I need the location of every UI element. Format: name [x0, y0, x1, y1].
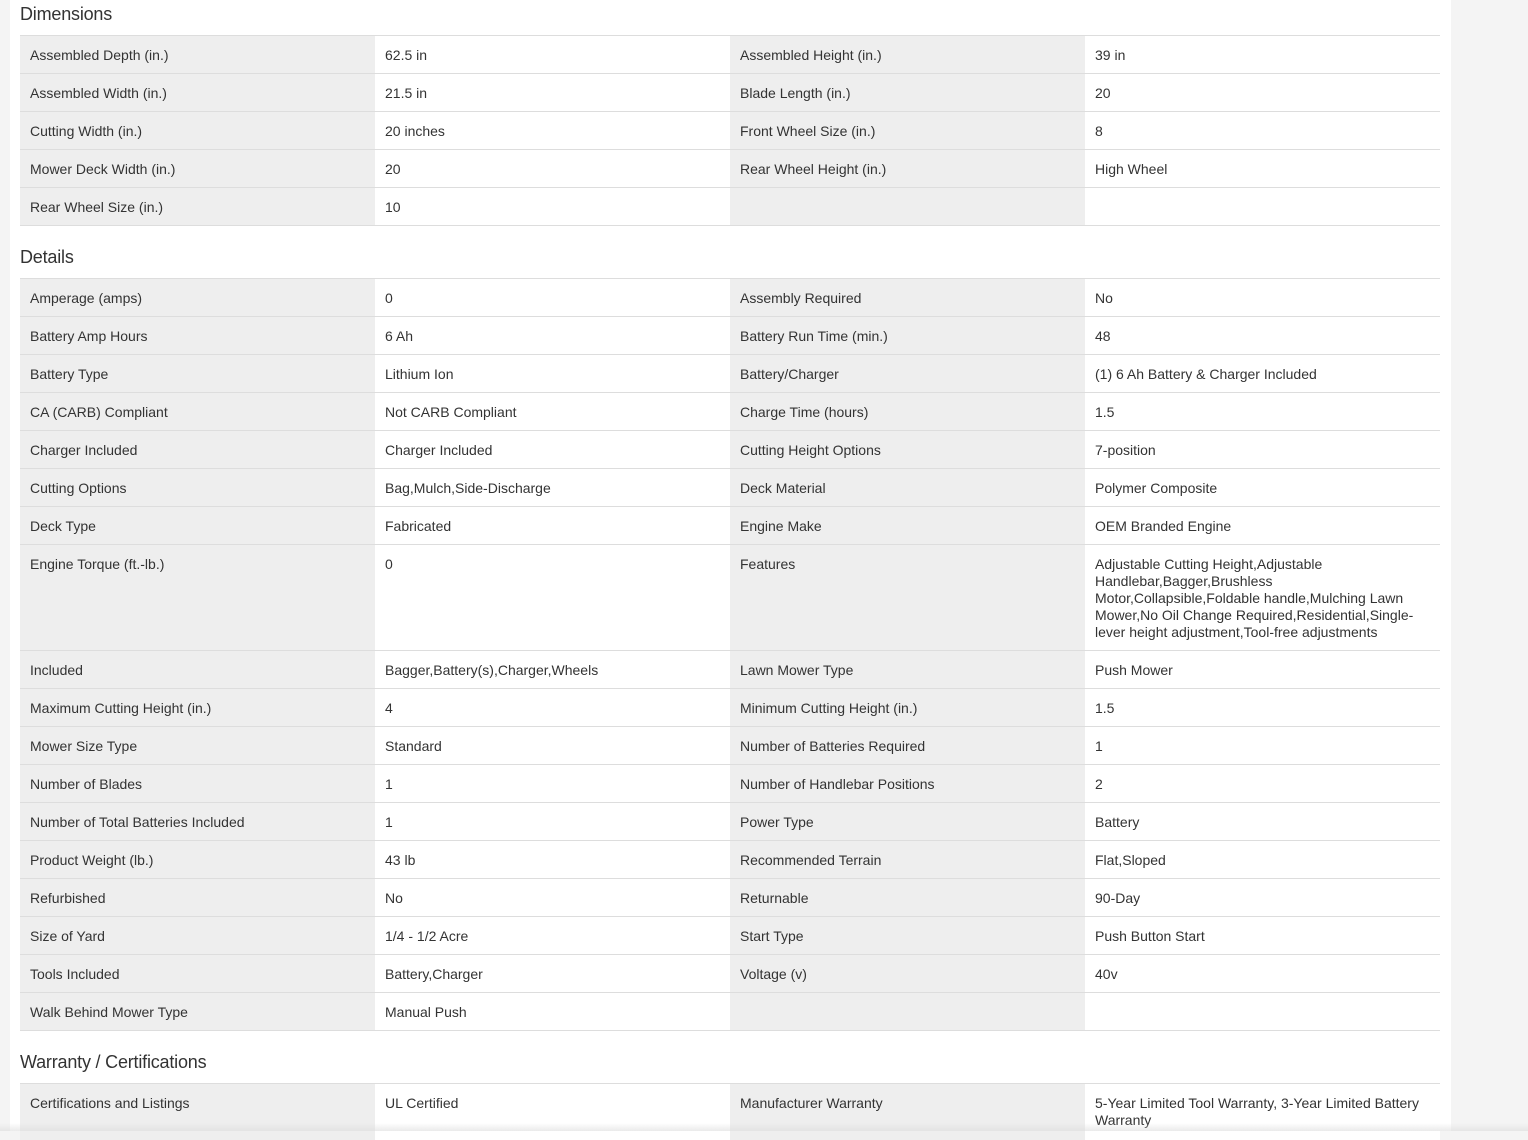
- spec-label: Manufacturer Warranty: [730, 1084, 1085, 1140]
- table-row: [20, 112, 1440, 150]
- dimensions-table: [20, 35, 1440, 226]
- spec-label: Mower Deck Width (in.): [20, 150, 375, 187]
- spec-value: 0: [375, 279, 730, 316]
- spec-value: 1: [375, 765, 730, 802]
- spec-value: 62.5 in: [375, 36, 730, 73]
- spec-value: High Wheel: [1085, 150, 1440, 187]
- spec-label: Refurbished: [20, 879, 375, 916]
- table-row: [20, 469, 1440, 507]
- spec-label: Number of Blades: [20, 765, 375, 802]
- spec-value: Push Button Start: [1085, 917, 1440, 954]
- spec-value: Flat,Sloped: [1085, 841, 1440, 878]
- spec-value: Manual Push: [375, 993, 730, 1030]
- spec-value: 1: [1085, 727, 1440, 764]
- spec-label: Rear Wheel Height (in.): [730, 150, 1085, 187]
- spec-value: 40v: [1085, 955, 1440, 992]
- spec-label: Engine Torque (ft.-lb.): [20, 545, 375, 650]
- table-row: [20, 431, 1440, 469]
- table-row: [20, 1084, 1440, 1140]
- section-title-details: Details: [20, 247, 74, 268]
- spec-value: Battery,Charger: [375, 955, 730, 992]
- spec-label: Certifications and Listings: [20, 1084, 375, 1140]
- section-title-dimensions: Dimensions: [20, 4, 112, 25]
- spec-value: No: [1085, 279, 1440, 316]
- spec-label: Assembled Width (in.): [20, 74, 375, 111]
- spec-label: Walk Behind Mower Type: [20, 993, 375, 1030]
- spec-label: Charge Time (hours): [730, 393, 1085, 430]
- details-table: [20, 278, 1440, 1031]
- spec-value: Bag,Mulch,Side-Discharge: [375, 469, 730, 506]
- spec-label: Power Type: [730, 803, 1085, 840]
- spec-label: Voltage (v): [730, 955, 1085, 992]
- table-row: [20, 841, 1440, 879]
- spec-label: Mower Size Type: [20, 727, 375, 764]
- spec-label: Rear Wheel Size (in.): [20, 188, 375, 225]
- spec-label: Battery Amp Hours: [20, 317, 375, 354]
- table-row: [20, 727, 1440, 765]
- spec-value-empty: [1085, 188, 1440, 225]
- table-row: [20, 507, 1440, 545]
- spec-value: 20: [1085, 74, 1440, 111]
- table-row: [20, 279, 1440, 317]
- spec-value: 39 in: [1085, 36, 1440, 73]
- spec-value: 0: [375, 545, 730, 650]
- spec-value: 20 inches: [375, 112, 730, 149]
- spec-value: 6 Ah: [375, 317, 730, 354]
- spec-label: Assembled Height (in.): [730, 36, 1085, 73]
- table-row: [20, 355, 1440, 393]
- spec-value-features: Adjustable Cutting Height,Adjustable Handlebar,Bagger,Brushless Motor,Collapsible,Foldable handle,Mulching Lawn Mower,No Oil Change Required,Residential,Single-lever height adjustment,Tool-free adjustments: [1085, 545, 1440, 650]
- spec-label: Features: [730, 545, 1085, 650]
- spec-label: Included: [20, 651, 375, 688]
- spec-value: 1.5: [1085, 689, 1440, 726]
- spec-value: 1/4 - 1/2 Acre: [375, 917, 730, 954]
- spec-label-empty: [730, 188, 1085, 225]
- spec-value: 43 lb: [375, 841, 730, 878]
- spec-value: UL Certified: [375, 1084, 730, 1140]
- table-row: [20, 993, 1440, 1031]
- spec-label: Battery Type: [20, 355, 375, 392]
- spec-label: Tools Included: [20, 955, 375, 992]
- spec-value: Charger Included: [375, 431, 730, 468]
- spec-value: Polymer Composite: [1085, 469, 1440, 506]
- spec-value: Not CARB Compliant: [375, 393, 730, 430]
- spec-value: 4: [375, 689, 730, 726]
- spec-label: Charger Included: [20, 431, 375, 468]
- spec-label: Cutting Options: [20, 469, 375, 506]
- spec-label: Engine Make: [730, 507, 1085, 544]
- spec-label: Maximum Cutting Height (in.): [20, 689, 375, 726]
- spec-label: Product Weight (lb.): [20, 841, 375, 878]
- spec-label: Start Type: [730, 917, 1085, 954]
- spec-value: 21.5 in: [375, 74, 730, 111]
- spec-value: No: [375, 879, 730, 916]
- spec-value: (1) 6 Ah Battery & Charger Included: [1085, 355, 1440, 392]
- spec-value: Fabricated: [375, 507, 730, 544]
- table-row: [20, 803, 1440, 841]
- spec-value: 7-position: [1085, 431, 1440, 468]
- spec-label: Deck Type: [20, 507, 375, 544]
- section-title-warranty: Warranty / Certifications: [20, 1052, 206, 1073]
- spec-value: 2: [1085, 765, 1440, 802]
- table-row: [20, 765, 1440, 803]
- table-row: [20, 917, 1440, 955]
- table-row: [20, 317, 1440, 355]
- spec-label: Blade Length (in.): [730, 74, 1085, 111]
- spec-label: CA (CARB) Compliant: [20, 393, 375, 430]
- spec-label: Assembly Required: [730, 279, 1085, 316]
- spec-label: Lawn Mower Type: [730, 651, 1085, 688]
- table-row: [20, 879, 1440, 917]
- table-row: [20, 545, 1440, 651]
- spec-value: 8: [1085, 112, 1440, 149]
- spec-value: Standard: [375, 727, 730, 764]
- table-row: [20, 36, 1440, 74]
- spec-label: Number of Batteries Required: [730, 727, 1085, 764]
- spec-label: Battery/Charger: [730, 355, 1085, 392]
- spec-label-empty: [730, 993, 1085, 1030]
- spec-label: Front Wheel Size (in.): [730, 112, 1085, 149]
- spec-label: Cutting Width (in.): [20, 112, 375, 149]
- table-row: [20, 150, 1440, 188]
- spec-label: Minimum Cutting Height (in.): [730, 689, 1085, 726]
- spec-label: Assembled Depth (in.): [20, 36, 375, 73]
- spec-value-empty: [1085, 993, 1440, 1030]
- table-row: [20, 955, 1440, 993]
- spec-value: 90-Day: [1085, 879, 1440, 916]
- spec-value: 10: [375, 188, 730, 225]
- spec-value: Push Mower: [1085, 651, 1440, 688]
- table-row: [20, 188, 1440, 226]
- spec-value: 1.5: [1085, 393, 1440, 430]
- spec-value: Battery: [1085, 803, 1440, 840]
- spec-value: 1: [375, 803, 730, 840]
- warranty-table: [20, 1083, 1440, 1140]
- spec-value: 5-Year Limited Tool Warranty, 3-Year Limited Battery Warranty: [1085, 1084, 1440, 1140]
- spec-label: Number of Total Batteries Included: [20, 803, 375, 840]
- table-row: [20, 689, 1440, 727]
- spec-label: Number of Handlebar Positions: [730, 765, 1085, 802]
- specifications-panel: [10, 0, 1451, 1131]
- spec-label: Cutting Height Options: [730, 431, 1085, 468]
- spec-label: Returnable: [730, 879, 1085, 916]
- spec-value: 20: [375, 150, 730, 187]
- spec-label: Deck Material: [730, 469, 1085, 506]
- table-row: [20, 74, 1440, 112]
- spec-label: Size of Yard: [20, 917, 375, 954]
- spec-label: Recommended Terrain: [730, 841, 1085, 878]
- spec-label: Amperage (amps): [20, 279, 375, 316]
- spec-label: Battery Run Time (min.): [730, 317, 1085, 354]
- spec-value: Bagger,Battery(s),Charger,Wheels: [375, 651, 730, 688]
- table-row: [20, 393, 1440, 431]
- spec-value: OEM Branded Engine: [1085, 507, 1440, 544]
- spec-value: Lithium Ion: [375, 355, 730, 392]
- table-row: [20, 651, 1440, 689]
- spec-value: 48: [1085, 317, 1440, 354]
